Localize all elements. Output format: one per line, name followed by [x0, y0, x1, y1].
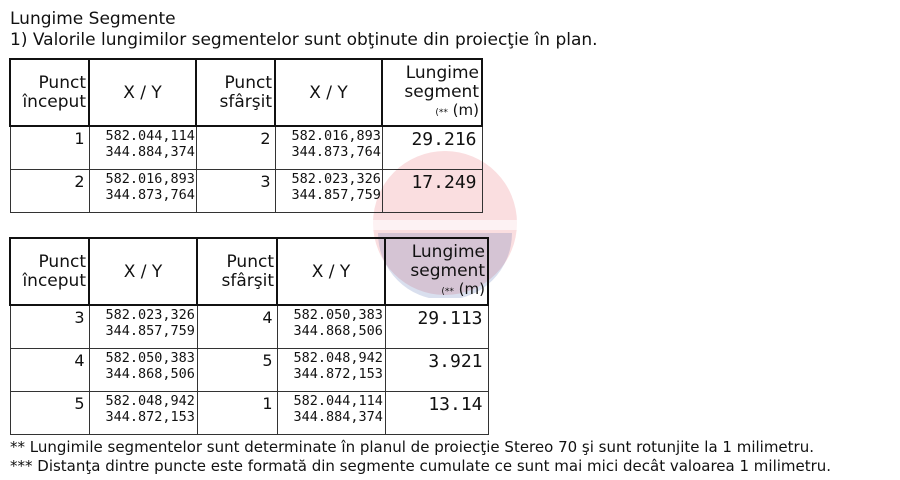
end-point: 1: [197, 391, 277, 434]
table-row: [10, 305, 488, 348]
end-coordinates: 582.050,383 344.868,506: [277, 305, 385, 348]
start-coordinates: 582.048,942 344.872,153: [89, 391, 197, 434]
start-coordinates: 582.016,893 344.873,764: [89, 169, 196, 212]
page-subtitle: 1) Valorile lungimilor segmentelor sunt obţinute din proiecţie în plan.: [10, 30, 598, 50]
end-point: 4: [197, 305, 277, 348]
start-point: 5: [10, 391, 89, 434]
footnote-rounding: ** Lungimile segmentelor sunt determinate în planul de proiecţie Stereo 70 şi sunt rotunjite la 1 milimetru.: [10, 438, 814, 456]
table-row: [10, 391, 488, 434]
start-coordinates: 582.023,326 344.857,759: [89, 305, 197, 348]
end-coordinates: 582.044,114 344.884,374: [277, 391, 385, 434]
start-point: 2: [10, 169, 89, 212]
segment-table-2: [9, 237, 489, 435]
segment-length: 17.249: [382, 169, 482, 212]
start-point: 4: [10, 348, 89, 391]
header-xy: X / Y: [277, 238, 385, 305]
segment-length: 13.14: [385, 391, 488, 434]
footnote-distance: *** Distanţa dintre puncte este formată din segmente cumulate ce sunt mai mici decât valoarea 1 milimetru.: [10, 457, 832, 475]
start-coordinates: 582.050,383 344.868,506: [89, 348, 197, 391]
segment-length: 3.921: [385, 348, 488, 391]
header-end-point: Punct sfârşit: [196, 59, 275, 126]
segment-length: 29.113: [385, 305, 488, 348]
header-length: Lungime segment (** (m): [385, 238, 488, 305]
header-length: Lungime segment (** (m): [382, 59, 482, 126]
header-end-point: Punct sfârşit: [197, 238, 277, 305]
table-header-row: [10, 238, 488, 305]
end-coordinates: 582.023,326 344.857,759: [275, 169, 382, 212]
end-point: 3: [196, 169, 275, 212]
table-row: [10, 169, 482, 212]
header-xy: X / Y: [89, 59, 196, 126]
end-coordinates: 582.016,893 344.873,764: [275, 126, 382, 169]
header-start-point: Punct început: [10, 59, 89, 126]
header-start-point: Punct început: [10, 238, 89, 305]
end-point: 5: [197, 348, 277, 391]
start-point: 1: [10, 126, 89, 169]
segment-length: 29.216: [382, 126, 482, 169]
header-xy: X / Y: [275, 59, 382, 126]
table-row: [10, 126, 482, 169]
table-row: [10, 348, 488, 391]
segment-table-1: [9, 58, 483, 213]
table-header-row: [10, 59, 482, 126]
header-xy: X / Y: [89, 238, 197, 305]
end-coordinates: 582.048,942 344.872,153: [277, 348, 385, 391]
end-point: 2: [196, 126, 275, 169]
start-coordinates: 582.044,114 344.884,374: [89, 126, 196, 169]
start-point: 3: [10, 305, 89, 348]
page-title: Lungime Segmente: [10, 9, 176, 29]
